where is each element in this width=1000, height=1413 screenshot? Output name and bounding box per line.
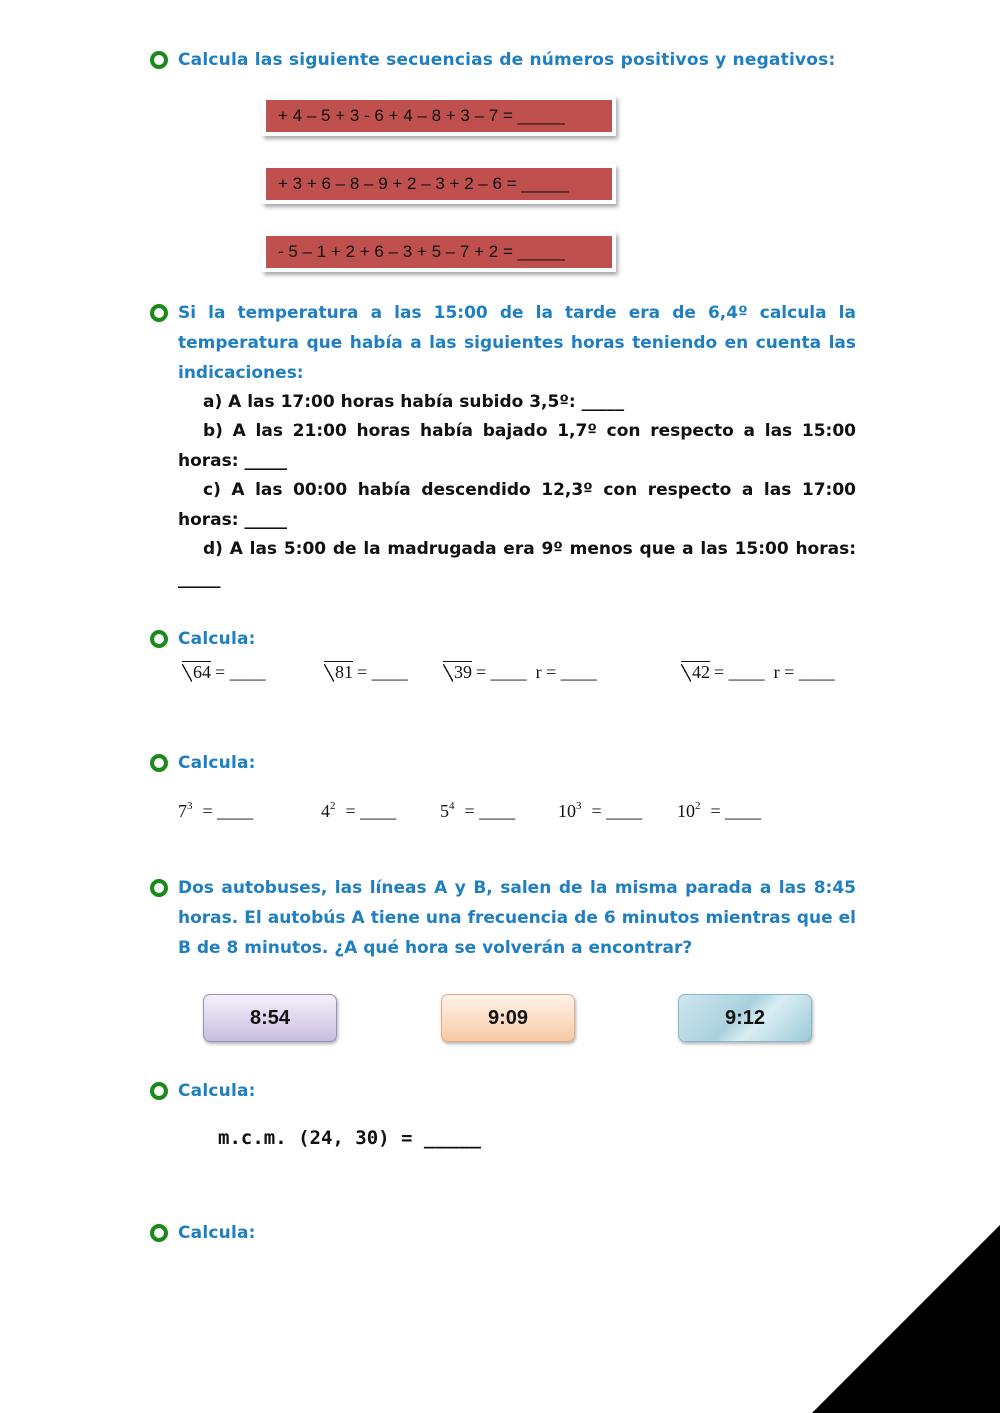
- root-answer: = ____ r = ____: [476, 662, 597, 682]
- temperature-item-a[interactable]: a) A las 17:00 horas había subido 3,5º: _____: [203, 392, 625, 412]
- option-button-2[interactable]: 9:09: [441, 994, 575, 1042]
- root-answer: = ____: [357, 662, 408, 682]
- power-exponent: 2: [330, 800, 336, 812]
- sequence-3[interactable]: - 5 – 1 + 2 + 6 – 3 + 5 – 7 + 2 = _____: [266, 236, 612, 268]
- radical: 64: [182, 661, 211, 682]
- power-base: $5^4$: [440, 800, 455, 821]
- root-expression-81[interactable]: [324, 661, 408, 683]
- power-exponent: 3: [187, 800, 193, 812]
- root-expression-42[interactable]: [681, 661, 835, 683]
- temperature-item-d[interactable]: d) A las 5:00 de la madrugada era 9º menos que a las 15:00 horas: _____: [178, 539, 856, 589]
- power-expression-10-3[interactable]: [558, 800, 642, 822]
- power-base: $10^3$: [558, 800, 582, 821]
- option-button-1[interactable]: 8:54: [203, 994, 337, 1042]
- root-expression-39[interactable]: [443, 661, 597, 683]
- power-answer: = ____: [710, 801, 762, 821]
- power-expression-7-3[interactable]: [178, 800, 253, 822]
- option-button-3[interactable]: 9:12: [678, 994, 812, 1042]
- bullet-icon: [150, 1224, 168, 1242]
- section1-heading: Calcula las siguiente secuencias de números positivos y negativos:: [178, 50, 836, 70]
- power-expression-4-2[interactable]: [321, 800, 396, 822]
- temperature-item-c[interactable]: c) A las 00:00 había descendido 12,3º con respecto a las 17:00 horas: _____: [178, 480, 856, 530]
- power-base: $7^3$: [178, 800, 193, 821]
- power-base: $10^2$: [677, 800, 701, 821]
- power-expression-10-2[interactable]: [677, 800, 761, 822]
- section7-heading: Calcula:: [178, 1223, 256, 1243]
- sequence-box-1: [262, 96, 616, 136]
- power-expression-5-4[interactable]: [440, 800, 515, 822]
- temperature-item-b[interactable]: b) A las 21:00 horas había bajado 1,7º con respecto a las 15:00 horas: _____: [178, 421, 856, 471]
- bullet-icon: [150, 630, 168, 648]
- sequence-2[interactable]: + 3 + 6 – 8 – 9 + 2 – 3 + 2 – 6 = _____: [266, 168, 612, 200]
- section5-heading: Dos autobuses, las líneas A y B, salen de la misma parada a las 8:45 horas. El autobús A tiene una frecuencia de 6 minutos mientras que el B de 8 minutos. ¿A qué hora se volverán a encontrar?: [178, 878, 856, 958]
- power-answer: = ____: [345, 801, 397, 821]
- section2-heading: Si la temperatura a las 15:00 de la tarde era de 6,4º calcula la temperatura que había a las siguientes horas teniendo en cuenta las indicaciones:: [178, 303, 856, 383]
- bullet-icon: [150, 1082, 168, 1100]
- section6-heading: Calcula:: [178, 1081, 256, 1101]
- bullet-icon: [150, 304, 168, 322]
- power-answer: = ____: [202, 801, 254, 821]
- section4-heading: Calcula:: [178, 753, 256, 773]
- bullet-icon: [150, 51, 168, 69]
- radical: 42: [681, 661, 710, 682]
- root-answer: = ____: [215, 662, 266, 682]
- radical: 39: [443, 661, 472, 682]
- power-answer: = ____: [591, 801, 643, 821]
- root-answer: = ____ r = ____: [714, 662, 835, 682]
- bullet-icon: [150, 879, 168, 897]
- sequence-box-3: [262, 232, 616, 272]
- sequence-box-2: [262, 164, 616, 204]
- corner-decoration: [812, 1225, 1000, 1413]
- bullet-icon: [150, 754, 168, 772]
- power-exponent: 3: [576, 800, 582, 812]
- root-expression-64[interactable]: [182, 661, 266, 683]
- power-answer: = ____: [464, 801, 516, 821]
- power-base: $4^2$: [321, 800, 336, 821]
- radical: 81: [324, 661, 353, 682]
- power-exponent: 4: [449, 800, 455, 812]
- power-exponent: 2: [695, 800, 701, 812]
- section3-heading: Calcula:: [178, 629, 256, 649]
- lcm-expression[interactable]: m.c.m. (24, 30) = _____: [218, 1127, 482, 1149]
- sequence-1[interactable]: + 4 – 5 + 3 - 6 + 4 – 8 + 3 – 7 = _____: [266, 100, 612, 132]
